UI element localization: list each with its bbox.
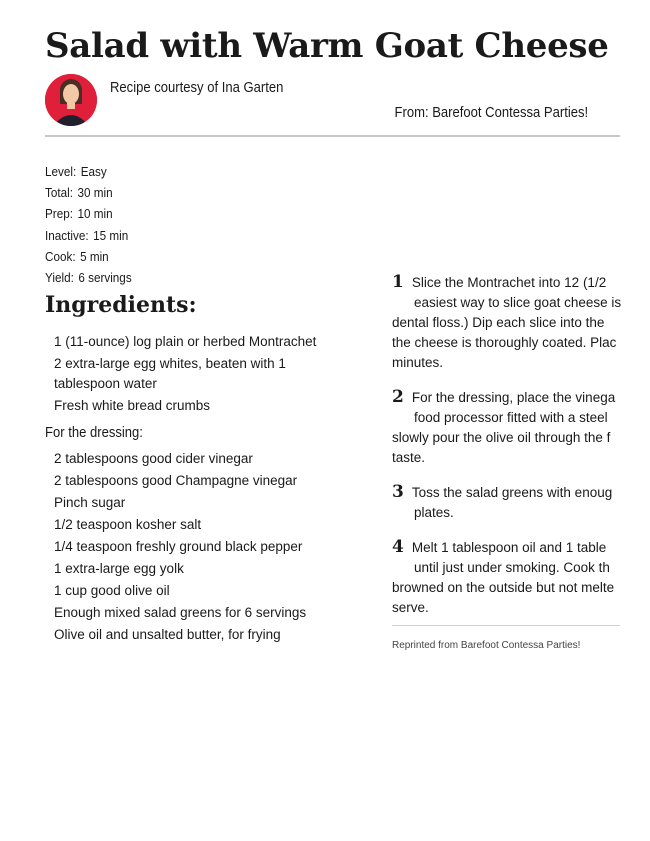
reprint-divider xyxy=(392,625,620,626)
ingredient-item: 2 extra-large egg whites, beaten with 1 tablespoon water xyxy=(54,356,286,391)
meta-level: Level: Easy xyxy=(45,164,107,179)
step-number: 3 xyxy=(392,482,404,502)
dressing-heading: For the dressing: xyxy=(45,425,143,441)
reprint-note: Reprinted from Barefoot Contessa Parties! xyxy=(392,640,581,651)
step-number: 1 xyxy=(392,272,404,292)
recipe-courtesy: Recipe courtesy of Ina Garten xyxy=(110,80,284,96)
chef-portrait-icon[interactable] xyxy=(45,74,97,126)
dressing-item: 1 cup good olive oil xyxy=(54,583,170,598)
recipe-title: Salad with Warm Goat Cheese xyxy=(45,26,609,66)
meta-yield: Yield: 6 servings xyxy=(45,269,132,285)
meta-total: Total: 30 min xyxy=(45,185,113,201)
ingredients-heading: Ingredients: xyxy=(45,292,197,318)
meta-inactive: Inactive: 15 min xyxy=(45,227,129,243)
recipe-source[interactable]: From: Barefoot Contessa Parties! xyxy=(394,105,588,121)
directions xyxy=(392,272,624,632)
ingredients-list xyxy=(54,332,354,418)
dressing-item: Enough mixed salad greens for 6 servings xyxy=(54,605,307,620)
direction-step-2: 2 For the dressing, place the vinega food processor fitted with a steel slowly pour the olive oil through the f taste. xyxy=(392,387,616,465)
meta-prep: Prep: 10 min xyxy=(45,206,113,222)
step-number: 4 xyxy=(392,537,404,557)
recipe-meta xyxy=(45,161,132,288)
dressing-item: Pinch sugar xyxy=(54,495,126,510)
dressing-item: 1 extra-large egg yolk xyxy=(54,561,184,576)
direction-step-3: 3 Toss the salad greens with enoug plates. xyxy=(392,482,613,520)
ingredient-item: Fresh white bread crumbs xyxy=(54,398,211,413)
dressing-item: 2 tablespoons good Champagne vinegar xyxy=(54,473,298,488)
dressing-item: 1/4 teaspoon freshly ground black pepper xyxy=(54,539,303,554)
dressing-item: Olive oil and unsalted butter, for frying xyxy=(54,627,281,642)
ingredient-item: 1 (11-ounce) log plain or herbed Montrachet xyxy=(54,334,317,349)
direction-step-4: 4 Melt 1 tablespoon oil and 1 table until just under smoking. Cook th browned on the outside but not melte serve. xyxy=(392,537,615,615)
dressing-item: 1/2 teaspoon kosher salt xyxy=(54,517,202,532)
step-number: 2 xyxy=(392,387,404,407)
dressing-item: 2 tablespoons good cider vinegar xyxy=(54,451,253,466)
dressing-list xyxy=(54,449,354,647)
direction-step-1: 1 Slice the Montrachet into 12 (1/2 easiest way to slice goat cheese is dental floss.) Dip each slice into the the cheese is thoroughly coated. Plac minutes. xyxy=(392,272,622,370)
meta-cook: Cook: 5 min xyxy=(45,248,109,264)
header-divider xyxy=(45,135,620,137)
